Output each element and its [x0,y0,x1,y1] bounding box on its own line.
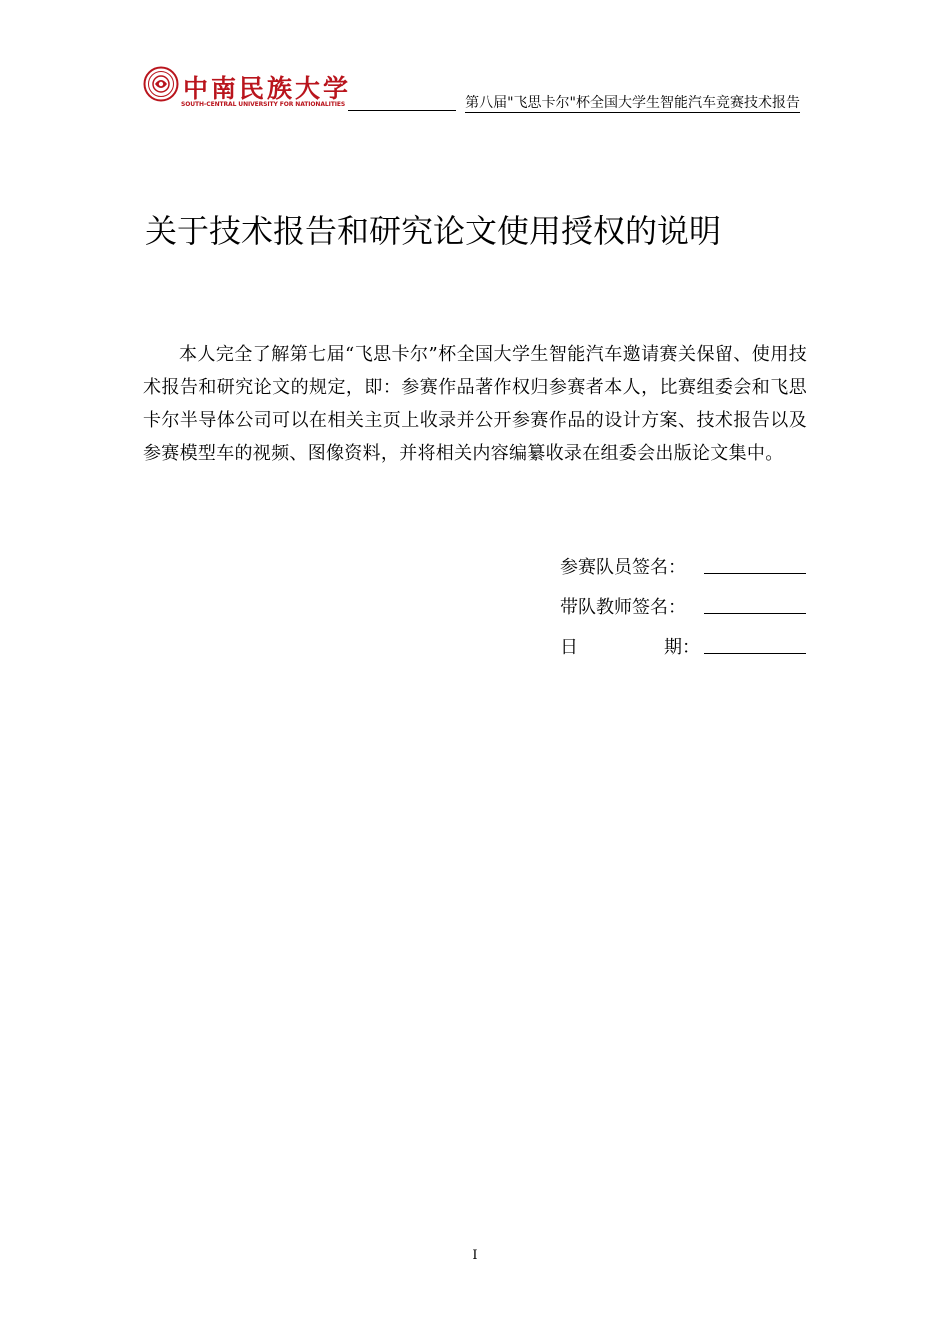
member-signature-row [560,540,810,580]
teacher-signature-line[interactable] [704,613,806,614]
university-seal-icon [143,66,179,102]
date-label-left: 日 [560,637,578,658]
document-title: 关于技术报告和研究论文使用授权的说明 [145,212,722,250]
authorization-paragraph: 本人完全了解第七届“飞思卡尔”杯全国大学生智能汽车邀请赛关保留、使用技术报告和研究论文的规定，即：参赛作品著作权归参赛者本人，比赛组委会和飞思卡尔半导体公司可以在相关主页上收录并公开参赛作品的设计方案、技术报告以及参赛模型车的视频、图像资料，并将相关内容编纂收录在组委会出版论文集中。 [143,344,807,464]
page-number: I [472,1248,478,1263]
signature-block [560,540,810,660]
page-header [0,0,950,120]
teacher-signature-label: 带队教师签名： [560,597,686,618]
logo-english-name: SOUTH-CENTRAL UNIVERSITY FOR NATIONALITIES [181,101,346,108]
date-label-right: 期： [664,637,700,658]
member-signature-label: 参赛队员签名： [560,557,686,578]
university-logo [143,66,352,112]
date-row [560,620,810,660]
logo-chinese-name: 中南民族大学 [183,74,352,103]
header-report-title: 第八届"飞思卡尔"杯全国大学生智能汽车竞赛技术报告 [465,95,800,111]
date-label [560,636,700,660]
date-line[interactable] [704,653,806,654]
member-signature-line[interactable] [704,573,806,574]
teacher-signature-row [560,580,810,620]
header-rule [348,110,456,111]
